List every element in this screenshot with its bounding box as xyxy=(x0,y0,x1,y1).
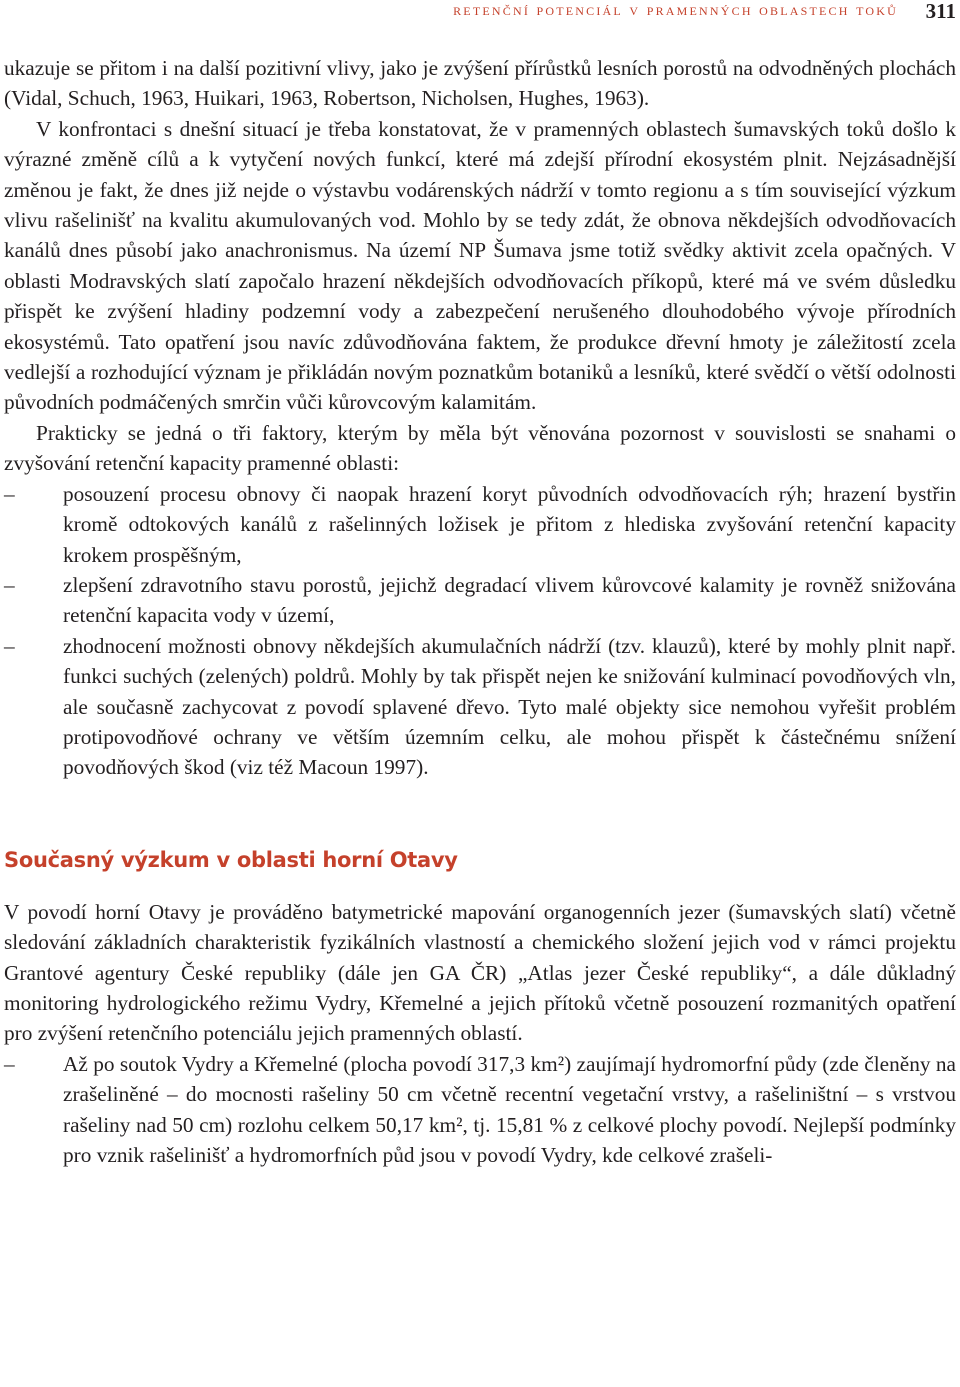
page-number: 311 xyxy=(925,0,956,23)
list-item xyxy=(4,479,956,570)
paragraph-continuation: ukazuje se přitom i na další pozitivní vlivy, jako je zvýšení přírůstků lesních porostů na odvodněných plochách (Vidal, Schuch, 1963, Huikari, 1963, Robertson, Nicholsen, Hughes, 1963). xyxy=(4,56,956,111)
paragraph: Prakticky se jedná o tři faktory, kterým by měla být věnována pozornost v souvislosti se snahami o zvyšování retenční kapacity pramenné oblasti: xyxy=(4,420,956,476)
list-item xyxy=(4,1049,956,1171)
paragraph: V povodí horní Otavy je prováděno batymetrické mapování organogenních jezer (šumavských slatí) včetně sledování základních charakteristik fyzikálních vlastností a chemického složení jejich vod v rámci projektu Grantové agentury České republiky (dále jen GA ČR) „Atlas jezer České republiky“, a dále důkladný monitoring hydrologického režimu Vydry, Křemelné a jejich přítoků včetně posouzení rozmanitých opatření pro zvýšení retenčního potenciálu jejich pramenných oblastí. xyxy=(4,899,956,1046)
list-item xyxy=(4,631,956,783)
findings-list xyxy=(4,1049,956,1171)
list-item-text: posouzení procesu obnovy či naopak hrazení koryt původních odvodňovacích rýh; hrazení bystřin kromě odtokových kanálů z rašelinných ložisek je přitom z hlediska zvyšování retenční kapacity krokem prospěšným, xyxy=(63,481,956,567)
page-content xyxy=(4,53,956,1170)
page-header xyxy=(0,0,960,24)
running-title: retenční potenciál v pramenných oblastech toků xyxy=(453,0,898,19)
list-item-text: zhodnocení možnosti obnovy někdejších akumulačních nádrží (tzv. klauzů), které by mohly plnit např. funkci suchých (zelených) poldrů. Mohly by tak přispět nejen ke snižování kulminací povodňových vln, ale současně zachycovat z povodí splavené dřevo. Tyto malé objekty sice nemohou vyřešit problém protipovodňové ochrany ve větším územním celku, ale mohou přispět k částečnému snížení povodňových škod (viz též Macoun 1997). xyxy=(63,633,956,780)
dash-bullet: – xyxy=(4,572,15,597)
dash-bullet: – xyxy=(4,481,15,506)
dash-bullet: – xyxy=(4,1051,15,1076)
list-item-text: Až po soutok Vydry a Křemelné (plocha povodí 317,3 km²) zaujímají hydromorfní půdy (zde členěny na zrašeliněné – do mocnosti rašeliny 50 cm včetně recentní vegetační vrstvy, a rašeliništní – s vrstvou rašeliny nad 50 cm) rozlohu celkem 50,17 km², tj. 15,81 % z celkové plochy povodí. Nejlepší podmínky pro vznik rašelinišť a hydromorfních půd jsou v povodí Vydry, kde celkové zrašeli- xyxy=(63,1051,956,1167)
list-item xyxy=(4,570,956,631)
dash-bullet: – xyxy=(4,633,15,658)
factor-list xyxy=(4,479,956,783)
paragraph: V konfrontaci s dnešní situací je třeba konstatovat, že v pramenných oblastech šumavských toků došlo k výrazné změně cílů a k vytyčení nových funkcí, které má zdejší přírodní ekosystém plnit. Nejzásadnější změnou je fakt, že dnes již nejde o výstavbu vodárenských nádrží v tomto regionu a s tím související výzkum vlivu rašelinišť na kvalitu akumulovaných vod. Mohlo by se tedy zdát, že obnova někdejších odvodňovacích kanálů dnes působí jako anachronismus. Na území NP Šumava jsme totiž svědky aktivit zcela opačných. V oblasti Modravských slatí započalo hrazení někdejších odvodňovacích příkopů, které má ve svém důsledku přispět ke zvýšení hladiny podzemní vody a zabezpečení nerušeného dlouhodobého vývoje přírodních ekosystémů. Tato opatření jsou navíc zdůvodňována faktem, že produkce dřevní hmoty je záležitostí zcela vedlejší a rozhodující význam je přikládán novým poznatkům botaniků a lesníků, které svědčí o větší odolnosti původních podmáčených smrčin vůči kůrovcovým kalamitám. xyxy=(4,116,956,415)
section-heading: Současný výzkum v oblasti horní Otavy xyxy=(4,847,458,872)
list-item-text: zlepšení zdravotního stavu porostů, jejichž degradací vlivem kůrovcové kalamity je rovněž snižována retenční kapacita vody v území, xyxy=(63,572,956,628)
